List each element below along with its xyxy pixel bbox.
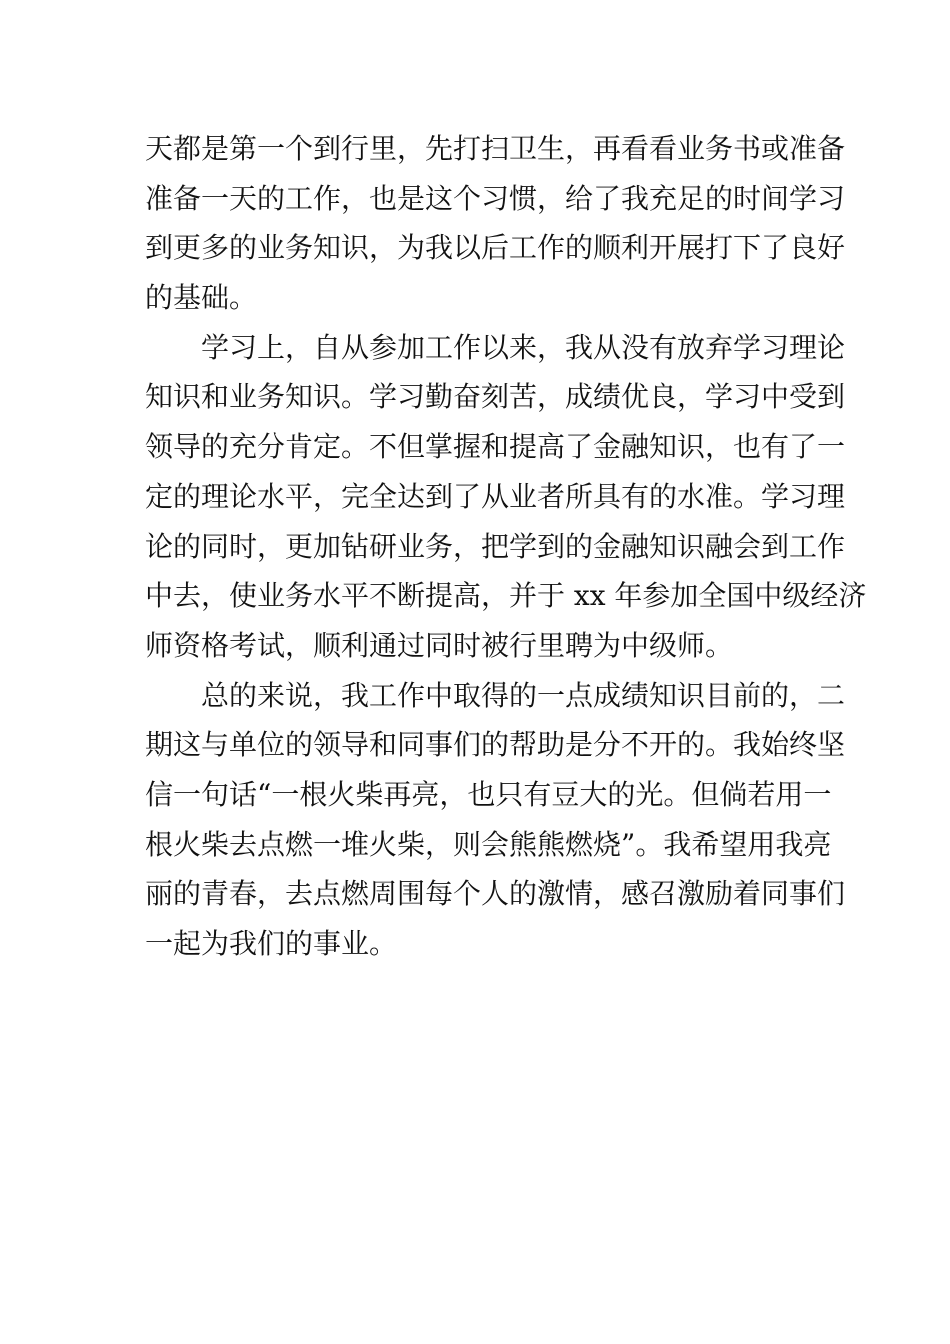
text-line: 论的同时，更加钻研业务，把学到的金融知识融会到工作: [145, 529, 846, 563]
text-line: 学习上，自从参加工作以来，我从没有放弃学习理论: [201, 330, 846, 364]
text-line: 领导的充分肯定。不但掌握和提高了金融知识，也有了一: [145, 430, 846, 464]
text-line: 知识和业务知识。学习勤奋刻苦，成绩优良，学习中受到: [145, 380, 846, 414]
text-line: 师资格考试，顺利通过同时被行里聘为中级师。: [145, 628, 734, 662]
text-line: 信一句话“一根火柴再亮，也只有豆大的光。但倘若用一: [145, 777, 832, 811]
text-line: 的基础。: [145, 281, 258, 315]
text-line: 天都是第一个到行里，先打扫卫生，再看看业务书或准备: [145, 132, 846, 165]
paragraph-2: [145, 323, 867, 671]
text-line: 定的理论水平，完全达到了从业者所具有的水准。学习理: [145, 479, 846, 513]
text-line: 根火柴去点燃一堆火柴，则会熊熊燃烧”。我希望用我亮: [145, 827, 832, 861]
paragraph-3: [145, 671, 846, 969]
paragraph-1: [145, 124, 846, 323]
text-line: 中去，使业务水平不断提高，并于 xx 年参加全国中级经济: [145, 579, 867, 613]
text-line: 期这与单位的领导和同事们的帮助是分不开的。我始终坚: [145, 728, 846, 762]
text-line: 准备一天的工作，也是这个习惯，给了我充足的时间学习: [145, 181, 846, 215]
text-line: 总的来说，我工作中取得的一点成绩知识目前的，二: [201, 678, 846, 712]
text-line: 到更多的业务知识，为我以后工作的顺利开展打下了良好: [145, 231, 846, 265]
document-body: [145, 124, 867, 969]
text-line: 一起为我们的事业。: [145, 927, 398, 960]
text-line: 丽的青春，去点燃周围每个人的激情，感召激励着同事们: [145, 877, 846, 911]
